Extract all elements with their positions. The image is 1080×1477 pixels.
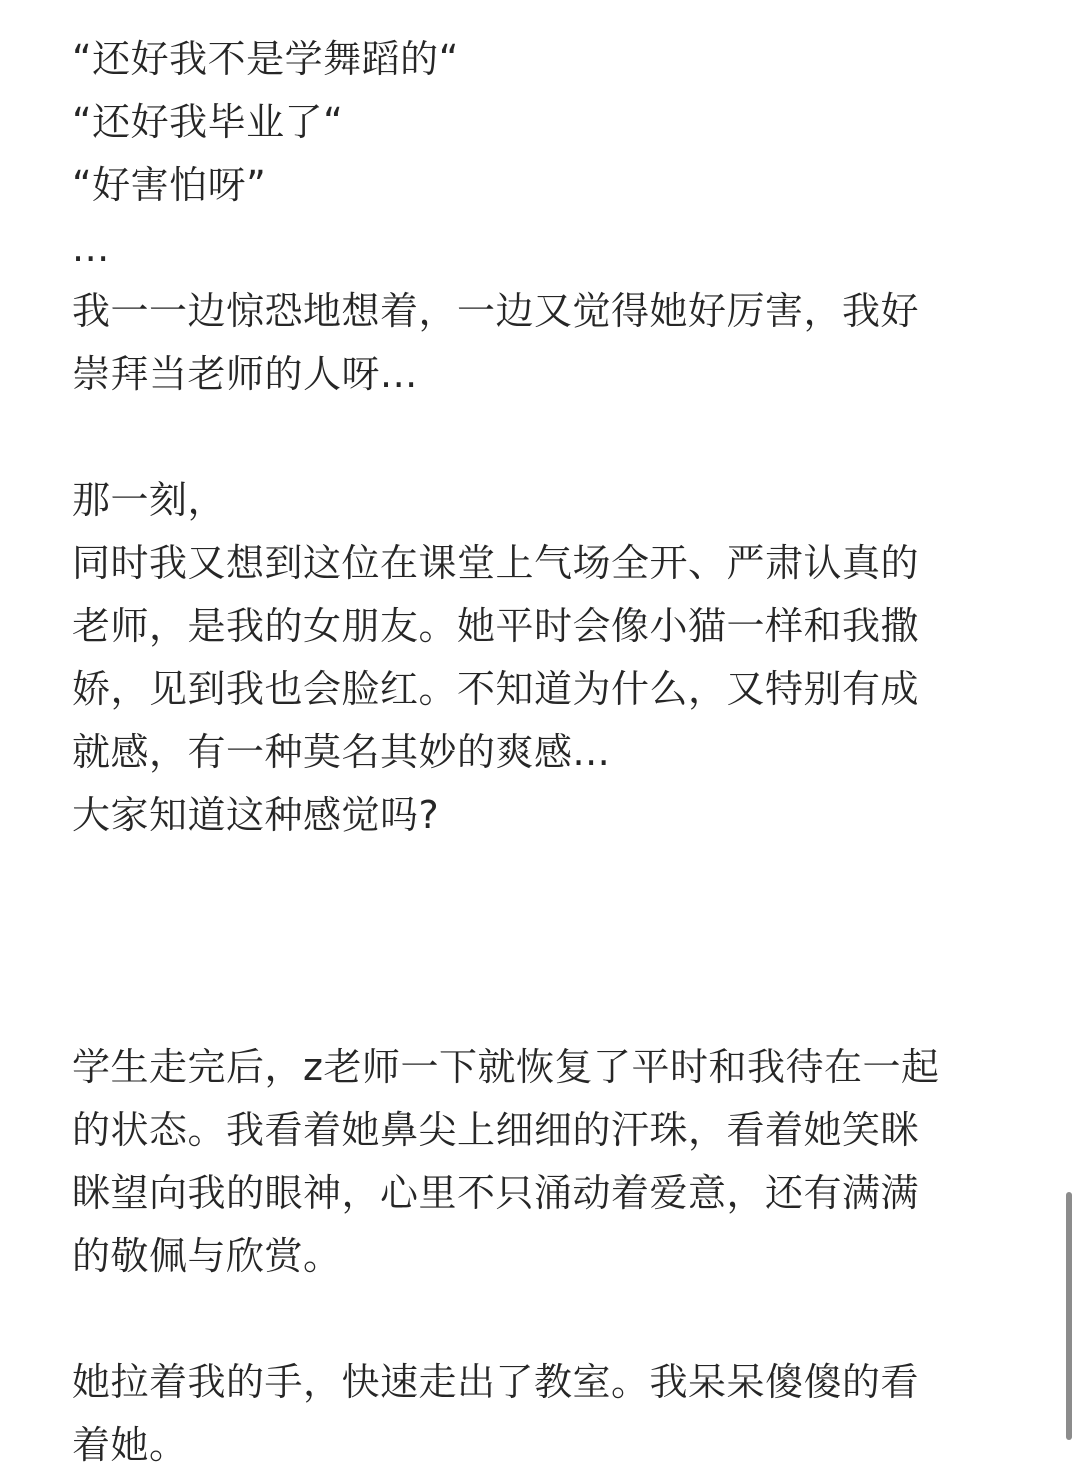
text-line: “还好我毕业了“ [72,100,344,144]
text-line: 的状态。我看着她鼻尖上细细的汗珠，看着她笑眯 [72,1108,920,1152]
text-line: 我一一边惊恐地想着，一边又觉得她好厉害，我好 [72,289,920,333]
text-line: 大家知道这种感觉吗? [72,793,440,837]
text-line: “还好我不是学舞蹈的“ [72,37,459,81]
text-line: ... [72,226,110,270]
text-line: 眯望向我的眼神，心里不只涌动着爱意，还有满满 [72,1171,920,1215]
text-line: 那一刻， [72,478,227,522]
text-line: 着她。 [72,1423,188,1467]
text-line: 就感，有一种莫名其妙的爽感... [72,730,611,774]
vertical-scrollbar[interactable] [1066,1192,1072,1440]
text-line: 学生走完后，z老师一下就恢复了平时和我待在一起 [72,1045,940,1089]
text-line: 她拉着我的手，快速走出了教室。我呆呆傻傻的看 [72,1360,920,1404]
text-line: 老师，是我的女朋友。她平时会像小猫一样和我撒 [72,604,920,648]
text-line: “好害怕呀” [72,163,267,207]
paragraph-gap [72,1288,1012,1351]
text-line: 的敬佩与欣赏。 [72,1234,342,1278]
text-line: 娇，见到我也会脸红。不知道为什么，又特别有成 [72,667,920,711]
paragraph-gap [72,847,1012,1036]
article-body [72,28,1012,1477]
text-line: 同时我又想到这位在课堂上气场全开、严肃认真的 [72,541,920,585]
paragraph-gap [72,406,1012,469]
text-line: 崇拜当老师的人呀... [72,352,418,396]
